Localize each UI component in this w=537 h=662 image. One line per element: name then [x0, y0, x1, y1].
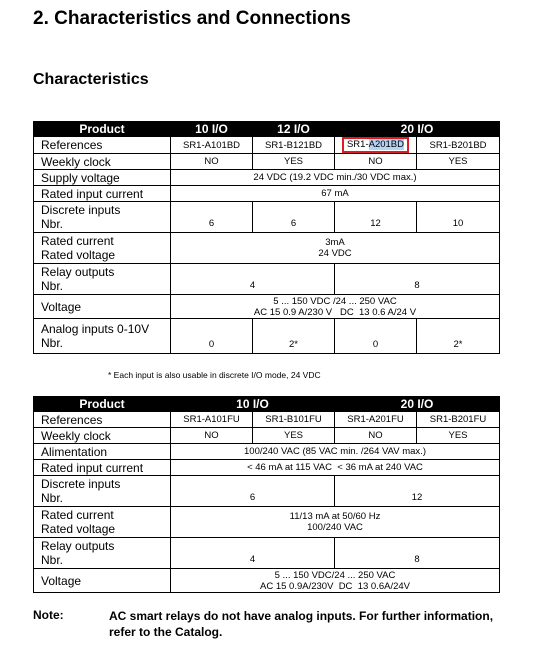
table-row: [34, 170, 500, 186]
value-cell: 4: [171, 264, 335, 295]
row-label: Relay outputs Nbr.: [34, 538, 171, 569]
characteristics-table-dc: [33, 121, 500, 354]
table-row: [34, 460, 500, 476]
row-label: Weekly clock: [34, 428, 171, 444]
table-row: [34, 444, 500, 460]
value-cell: 12: [335, 202, 417, 233]
value-cell: 3mA 24 VDC: [171, 233, 500, 264]
value-cell: 100/240 VAC (85 VAC min. /264 VAV max.): [171, 444, 500, 460]
row-label: Voltage: [34, 295, 171, 319]
header-20-io: 20 I/O: [335, 122, 500, 137]
value-cell: 2*: [417, 319, 500, 354]
row-label: Discrete inputs Nbr.: [34, 202, 171, 233]
row-label: Rated current Rated voltage: [34, 233, 171, 264]
value-cell: 4: [171, 538, 335, 569]
table-row: [34, 137, 500, 154]
table-row: [34, 569, 500, 593]
row-label: Rated input current: [34, 186, 171, 202]
value-cell: 6: [171, 476, 335, 507]
row-label: References: [34, 137, 171, 154]
value-cell: 0: [335, 319, 417, 354]
value-cell: 67 mA: [171, 186, 500, 202]
reference-cell: SR1-A201FU: [335, 412, 417, 428]
value-cell: 24 VDC (19.2 VDC min./30 VDC max.): [171, 170, 500, 186]
header-10-io: 10 I/O: [171, 397, 335, 412]
value-cell: 12: [335, 476, 500, 507]
value-cell: 6: [171, 202, 253, 233]
row-label: Weekly clock: [34, 154, 171, 170]
selection-box[interactable]: SR1-A201BD: [342, 137, 409, 153]
table-row: [34, 476, 500, 507]
value-cell: 0: [171, 319, 253, 354]
table-row: [34, 428, 500, 444]
table-row: [34, 202, 500, 233]
table-row: [34, 538, 500, 569]
table-row: [34, 295, 500, 319]
header-12-io: 12 I/O: [253, 122, 335, 137]
row-label: Rated input current: [34, 460, 171, 476]
value-cell: YES: [417, 428, 500, 444]
reference-cell: SR1-A101FU: [171, 412, 253, 428]
table-row: [34, 233, 500, 264]
value-cell: 2*: [253, 319, 335, 354]
table-row: [34, 186, 500, 202]
row-label: Analog inputs 0-10V Nbr.: [34, 319, 171, 354]
table-row: [34, 319, 500, 354]
value-cell: 6: [253, 202, 335, 233]
table-row: [34, 264, 500, 295]
value-cell: 8: [335, 264, 500, 295]
row-label: Relay outputs Nbr.: [34, 264, 171, 295]
note-label: Note:: [33, 608, 64, 622]
characteristics-table-ac: [33, 396, 500, 593]
value-cell: 5 ... 150 VDC/24 ... 250 VAC AC 15 0.9A/230V DC 13 0.6A/24V: [171, 569, 500, 593]
row-label: Alimentation: [34, 444, 171, 460]
value-cell: 5 ... 150 VDC /24 ... 250 VAC AC 15 0.9 A/230 V DC 13 0.6 A/24 V: [171, 295, 500, 319]
table-row: [34, 507, 500, 538]
reference-cell: SR1-B201BD: [417, 137, 500, 154]
value-cell: NO: [171, 154, 253, 170]
footnote: * Each input is also usable in discrete I/O mode, 24 VDC: [108, 370, 321, 380]
subsection-title: Characteristics: [33, 71, 149, 88]
value-cell: NO: [171, 428, 253, 444]
header-10-io: 10 I/O: [171, 122, 253, 137]
row-label: Supply voltage: [34, 170, 171, 186]
table-header-row: [34, 122, 500, 137]
value-cell: < 46 mA at 115 VAC < 36 mA at 240 VAC: [171, 460, 500, 476]
value-cell: 11/13 mA at 50/60 Hz 100/240 VAC: [171, 507, 500, 538]
row-label: Voltage: [34, 569, 171, 593]
table-header-row: [34, 397, 500, 412]
reference-cell: SR1-B101FU: [253, 412, 335, 428]
section-title: 2. Characteristics and Connections: [33, 8, 351, 29]
reference-cell-highlighted: [335, 137, 417, 154]
reference-cell: SR1-A101BD: [171, 137, 253, 154]
reference-cell: SR1-B201FU: [417, 412, 500, 428]
row-label: Rated current Rated voltage: [34, 507, 171, 538]
row-label: References: [34, 412, 171, 428]
value-cell: YES: [253, 428, 335, 444]
value-cell: YES: [417, 154, 500, 170]
header-20-io: 20 I/O: [335, 397, 500, 412]
value-cell: 10: [417, 202, 500, 233]
table-row: [34, 154, 500, 170]
text-selection[interactable]: A201BD: [368, 139, 405, 150]
value-cell: 8: [335, 538, 500, 569]
note-text: AC smart relays do not have analog inputs. For further information, refer to the Catalog.: [109, 609, 494, 639]
value-cell: NO: [335, 154, 417, 170]
value-cell: NO: [335, 428, 417, 444]
row-label: Discrete inputs Nbr.: [34, 476, 171, 507]
value-cell: YES: [253, 154, 335, 170]
header-product: Product: [34, 397, 171, 412]
table-row: [34, 412, 500, 428]
reference-cell: SR1-B121BD: [253, 137, 335, 154]
header-product: Product: [34, 122, 171, 137]
